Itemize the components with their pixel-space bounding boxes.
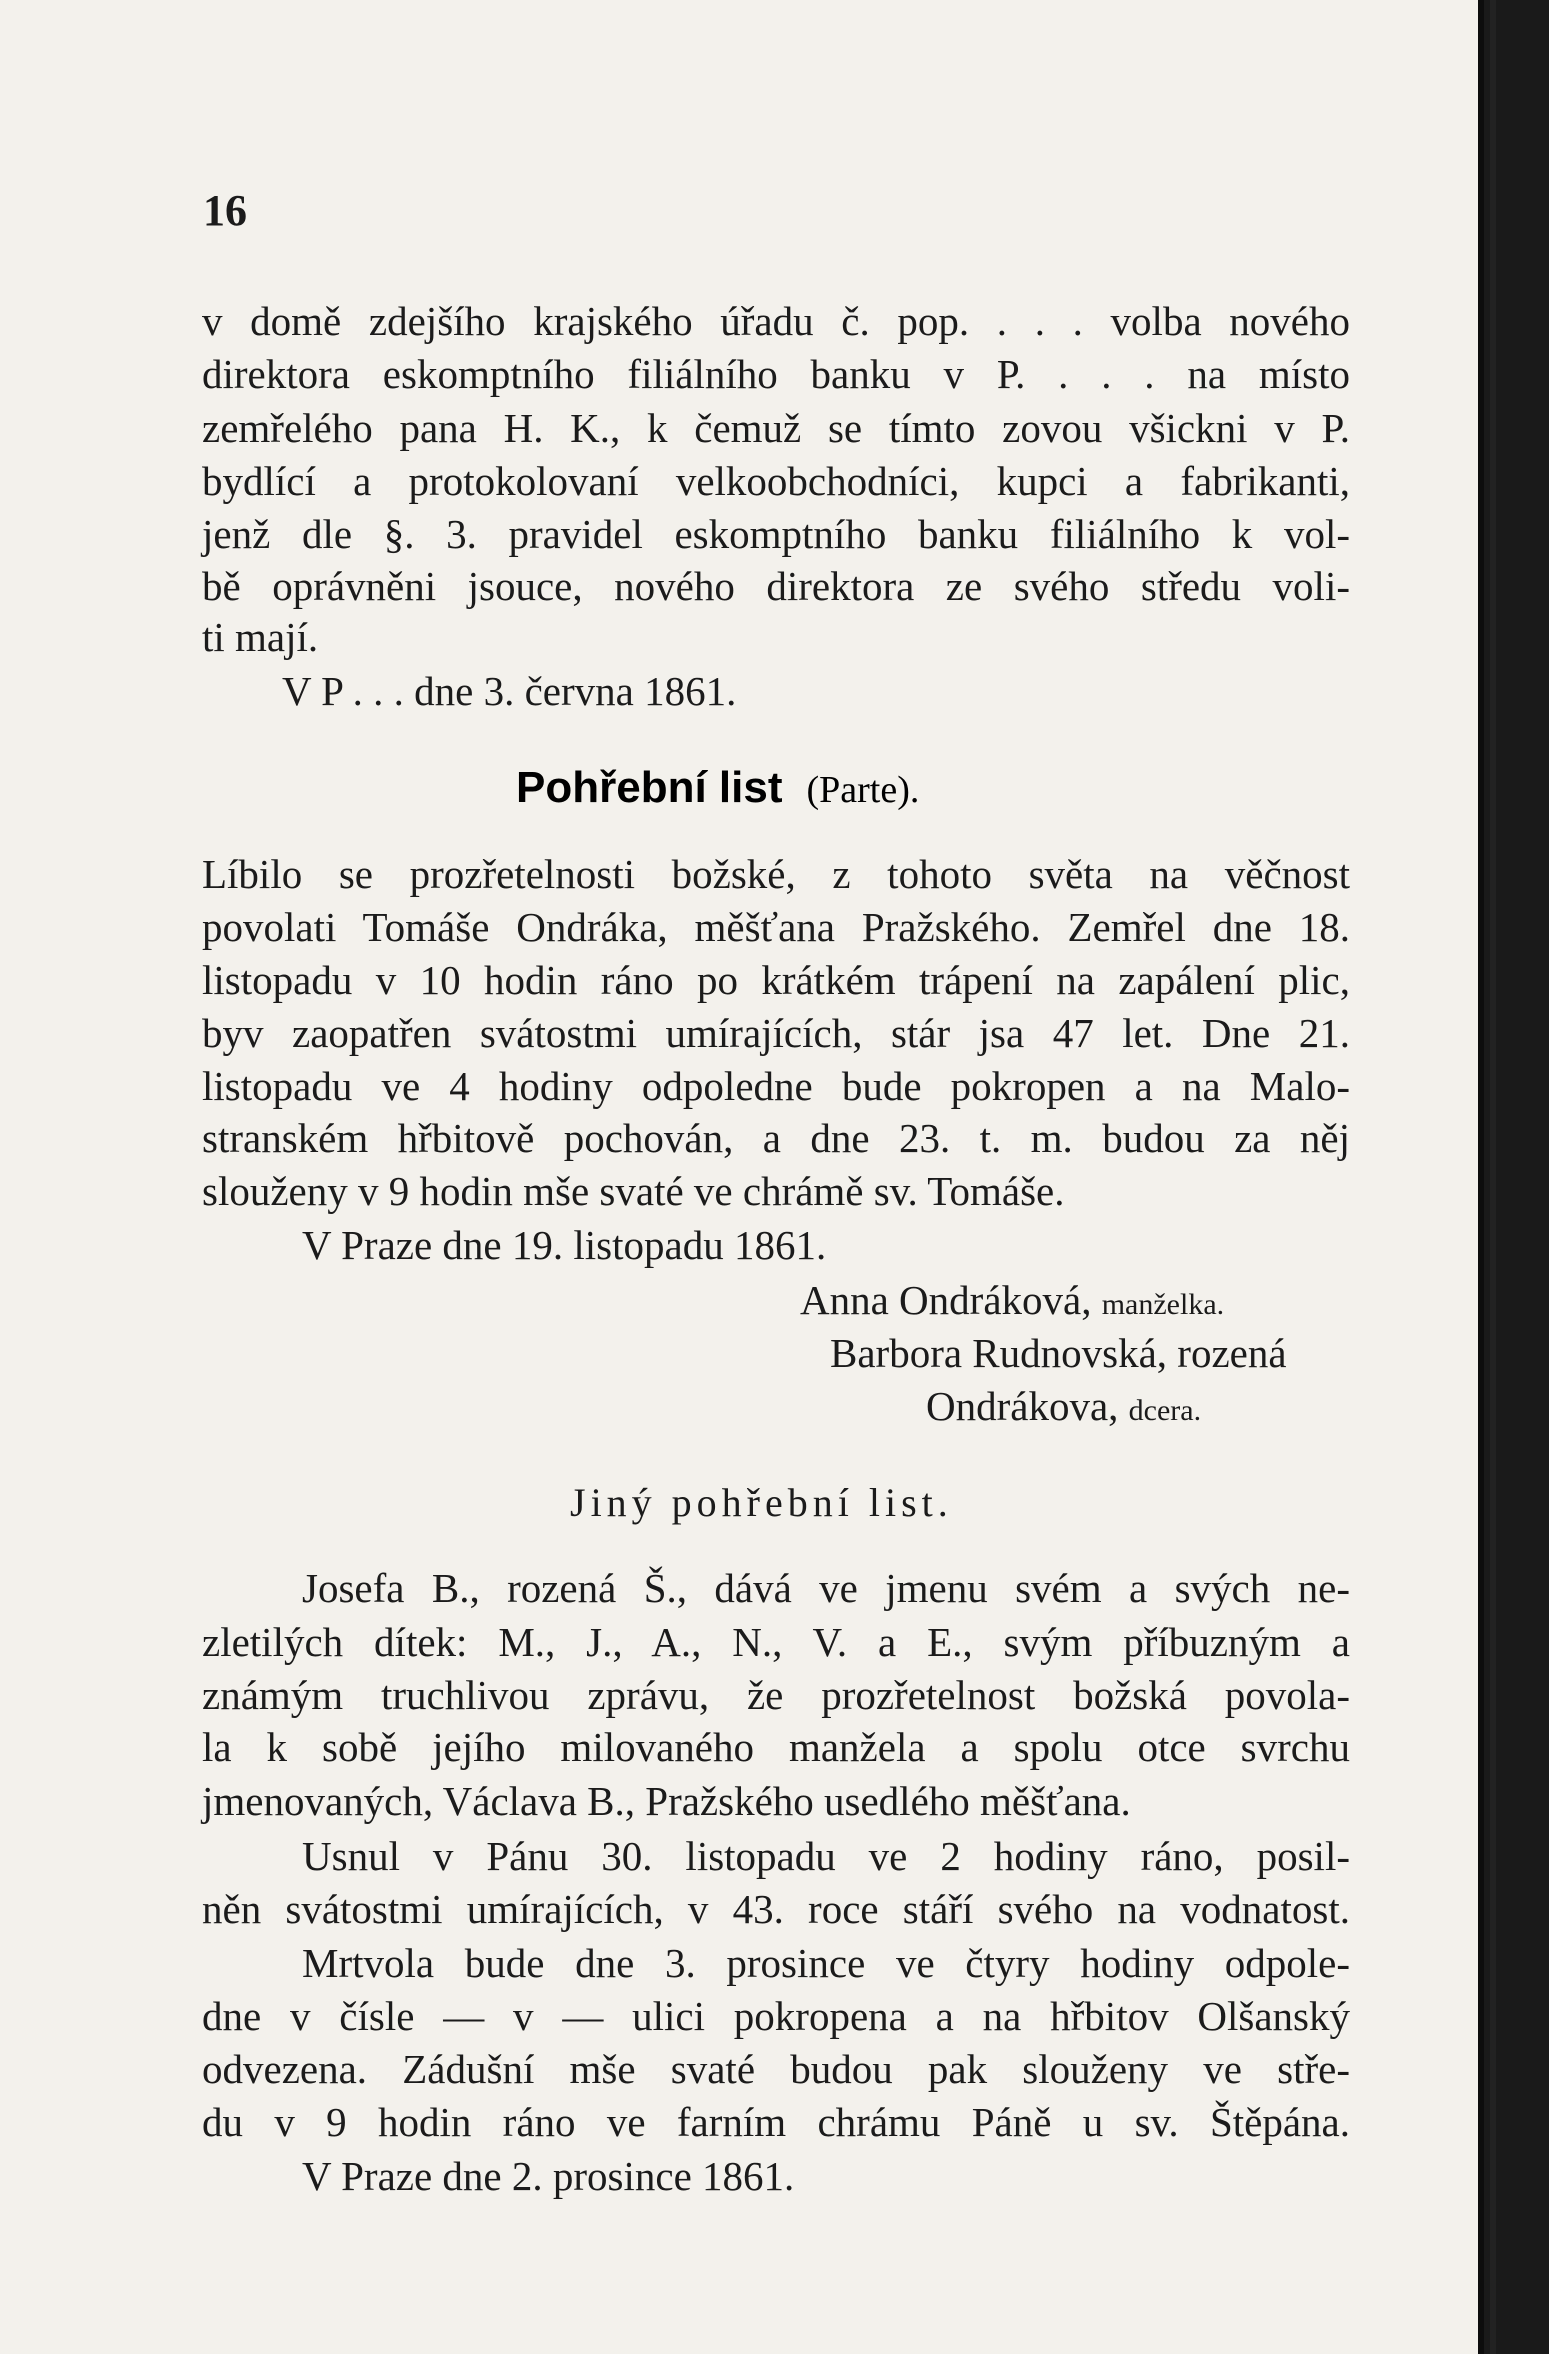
binding-edge xyxy=(1490,0,1496,2354)
text-line: direktora eskomptního filiálního banku v P. . . . na místo xyxy=(202,351,1350,397)
text-line: Usnul v Pánu 30. listopadu ve 2 hodiny ráno, posil- xyxy=(302,1833,1350,1879)
text-line: dne v čísle — v — ulici pokropena a na hřbitov Olšanský xyxy=(202,1993,1350,2039)
text-line: Líbilo se prozřetelnosti božské, z tohoto světa na věčnost xyxy=(202,851,1350,897)
text-line: známým truchlivou zprávu, že prozřetelnost božská povola- xyxy=(202,1672,1350,1718)
signature-line xyxy=(800,1275,1224,1330)
text-line: slouženy v 9 hodin mše svaté ve chrámě sv. Tomáše. xyxy=(202,1168,1065,1214)
text-line: bydlící a protokolovaní velkoobchodníci, kupci a fabrikanti, xyxy=(202,458,1350,504)
signature-line xyxy=(926,1381,1201,1436)
text-line: v domě zdejšího krajského úřadu č. pop. . . . volba nového xyxy=(202,298,1350,344)
signature-name: Anna Ondráková, xyxy=(800,1277,1092,1323)
signature-role: manželka. xyxy=(1101,1288,1225,1321)
section-title-note: (Parte). xyxy=(806,769,920,811)
section-heading xyxy=(516,763,919,813)
page-number: 16 xyxy=(203,186,247,235)
section-title: Pohřební list xyxy=(516,763,783,812)
text-line: povolati Tomáše Ondráka, měšťana Pražského. Zemřel dne 18. xyxy=(202,904,1350,950)
text-line: la k sobě jejího milovaného manžela a spolu otce svrchu xyxy=(202,1724,1350,1770)
signature-line xyxy=(830,1328,1287,1378)
text-line: jmenovaných, Václava B., Pražského usedlého měšťana. xyxy=(202,1778,1131,1824)
text-line: Josefa B., rozená Š., dává ve jmenu svém a svých ne- xyxy=(302,1565,1350,1611)
page-edge xyxy=(1478,0,1484,2354)
text-line: zemřelého pana H. K., k čemuž se tímto zovou všickni v P. xyxy=(202,405,1350,451)
date-line: V P . . . dne 3. června 1861. xyxy=(282,668,737,714)
text-line: Mrtvola bude dne 3. prosince ve čtyry hodiny odpole- xyxy=(302,1940,1350,1986)
text-line: listopadu ve 4 hodiny odpoledne bude pokropen a na Malo- xyxy=(202,1063,1350,1109)
text-line: listopadu v 10 hodin ráno po krátkém trápení na zapálení plic, xyxy=(202,957,1350,1003)
text-line: jenž dle §. 3. pravidel eskomptního banku filiálního k vol- xyxy=(202,511,1350,557)
signature-role: dcera. xyxy=(1128,1394,1202,1427)
date-line: V Praze dne 19. listopadu 1861. xyxy=(302,1222,827,1268)
text-line: ti mají. xyxy=(202,614,319,660)
signature-name: Barbora Rudnovská, rozená xyxy=(830,1330,1287,1376)
text-line: du v 9 hodin ráno ve farním chrámu Páně u sv. Štěpána. xyxy=(202,2099,1350,2145)
signature-name: Ondrákova, xyxy=(926,1383,1119,1429)
text-line: stranském hřbitově pochován, a dne 23. t. m. budou za něj xyxy=(202,1115,1350,1161)
date-line: V Praze dne 2. prosince 1861. xyxy=(302,2153,795,2199)
text-line: odvezena. Zádušní mše svaté budou pak slouženy ve stře- xyxy=(202,2046,1350,2092)
text-line: něn svátostmi umírajících, v 43. roce stáří svého na vodnatost. xyxy=(202,1886,1350,1932)
text-line: bě oprávněni jsouce, nového direktora ze svého středu voli- xyxy=(202,563,1350,609)
section-title: Jiný pohřební list. xyxy=(570,1480,953,1525)
text-line: byv zaopatřen svátostmi umírajících, stár jsa 47 let. Dne 21. xyxy=(202,1010,1350,1056)
text-line: zletilých dítek: M., J., A., N., V. a E., svým příbuzným a xyxy=(202,1619,1350,1665)
